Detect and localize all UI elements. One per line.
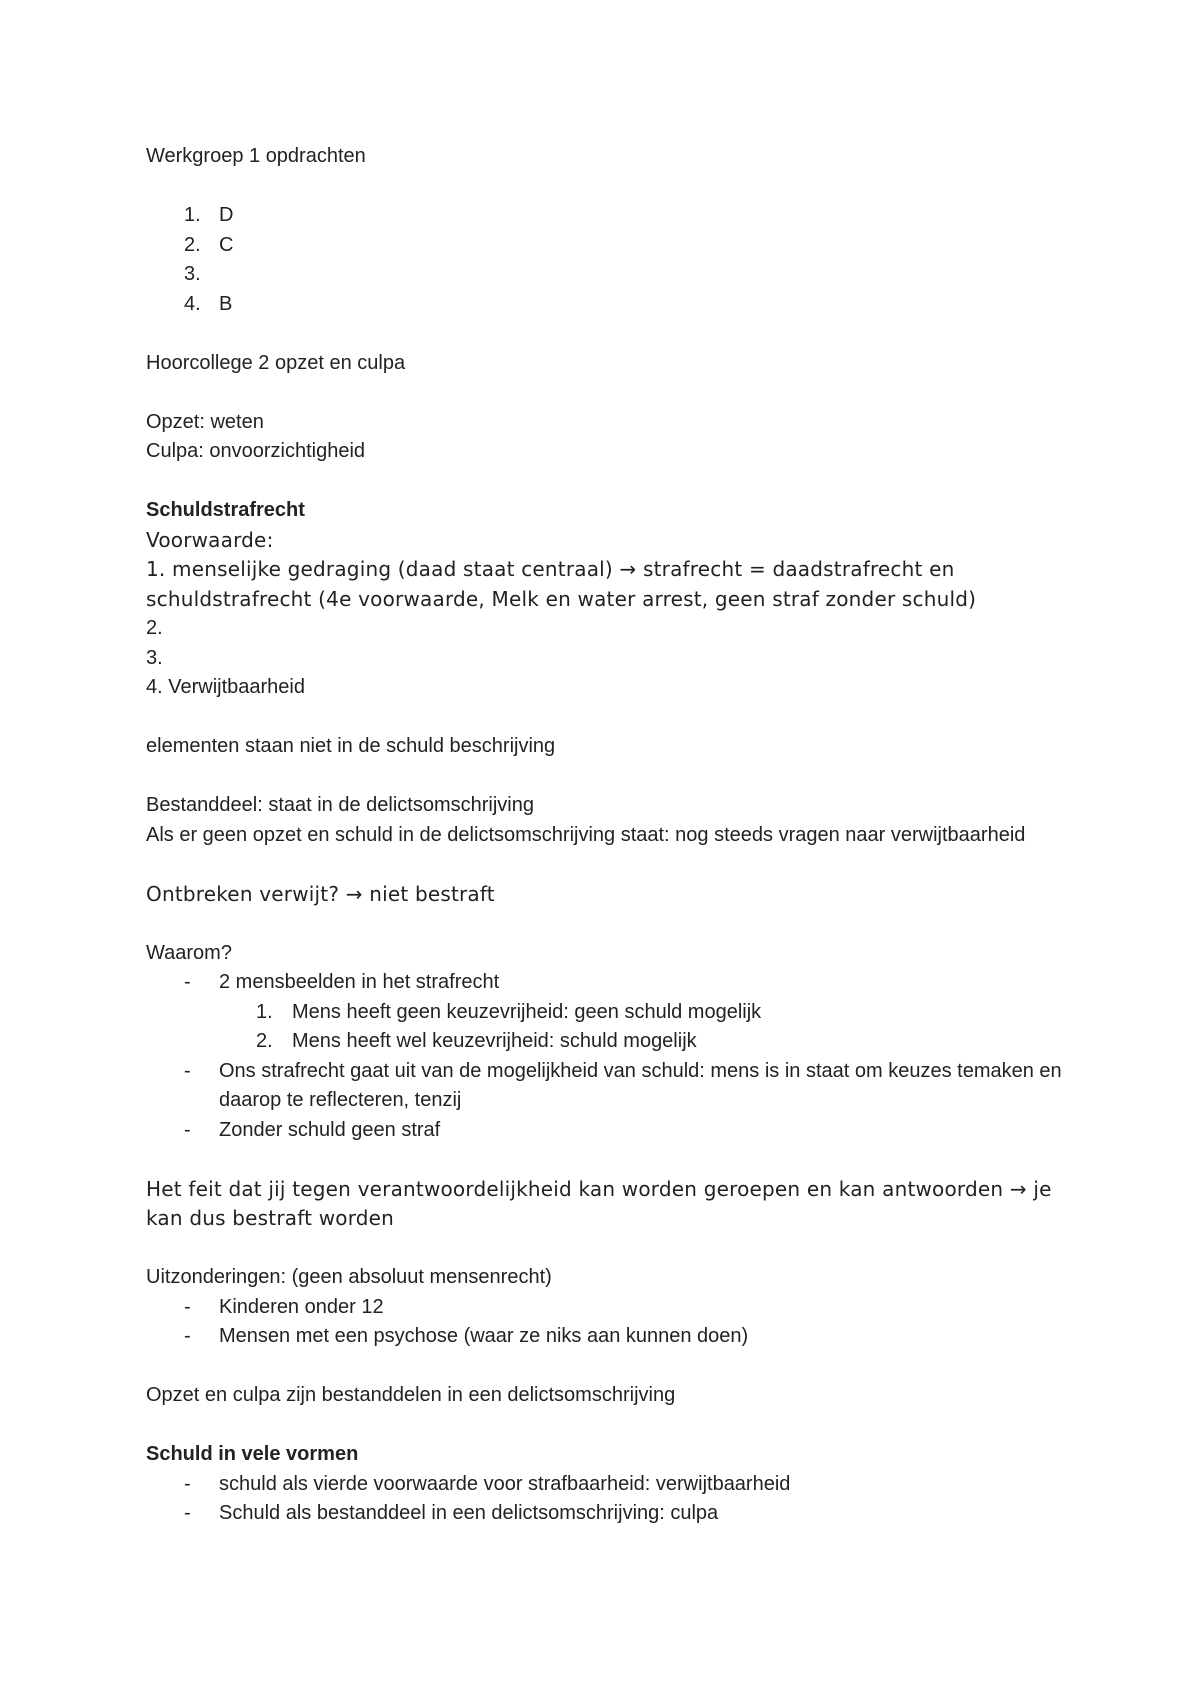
document-page bbox=[146, 142, 1066, 1529]
list-item: 2. Mens heeft wel keuzevrijheid: schuld mogelijk bbox=[256, 1030, 697, 1052]
schuldstrafrecht-heading: Schuldstrafrecht bbox=[146, 499, 305, 521]
voorwaarde-4: 4. Verwijtbaarheid bbox=[146, 676, 305, 698]
document-title: Werkgroep 1 opdrachten bbox=[146, 145, 366, 167]
list-item: 3. bbox=[184, 263, 201, 285]
list-item: 2. C bbox=[184, 233, 234, 256]
definition-culpa: Culpa: onvoorzichtigheid bbox=[146, 440, 366, 462]
voorwaarde-3: 3. bbox=[146, 646, 163, 669]
uitzonderingen-list bbox=[146, 1293, 1066, 1352]
answers-list bbox=[146, 201, 1066, 319]
list-item: - Zonder schuld geen straf bbox=[184, 1118, 441, 1141]
waarom-heading: Waarom? bbox=[146, 941, 232, 964]
voorwaarde-1: 1. menselijke gedraging (daad staat centraal) → strafrecht = daadstrafrecht en schuldstrafrecht (4e voorwaarde, Melk en water arrest, geen straf zonder schuld) bbox=[146, 557, 977, 611]
list-item: - 2 mensbeelden in het strafrecht bbox=[184, 971, 500, 993]
definition-opzet: Opzet: weten bbox=[146, 410, 264, 433]
als-er-geen-text: Als er geen opzet en schuld in de delictsomschrijving staat: nog steeds vragen naar verwijtbaarheid bbox=[146, 823, 1026, 846]
list-item: - schuld als vierde voorwaarde voor strafbaarheid: verwijtbaarheid bbox=[184, 1472, 791, 1495]
list-item: 1. Mens heeft geen keuzevrijheid: geen schuld mogelijk bbox=[256, 1000, 762, 1023]
list-item: - Schuld als bestanddeel in een delictsomschrijving: culpa bbox=[184, 1502, 719, 1524]
elementen-text: elementen staan niet in de schuld beschrijving bbox=[146, 735, 556, 757]
bestanddeel-text: Bestanddeel: staat in de delictsomschrijving bbox=[146, 794, 534, 816]
list-item: - Ons strafrecht gaat uit van de mogelijkheid van schuld: mens is in staat om keuzes temaken en daarop te reflecteren, tenzij bbox=[184, 1059, 1062, 1111]
voorwaarde-label: Voorwaarde: bbox=[146, 527, 274, 552]
uitzonderingen-heading: Uitzonderingen: (geen absoluut mensenrecht) bbox=[146, 1266, 552, 1288]
opzet-culpa-text: Opzet en culpa zijn bestanddelen in een delictsomschrijving bbox=[146, 1384, 676, 1406]
list-item: - Mensen met een psychose (waar ze niks aan kunnen doen) bbox=[184, 1325, 749, 1347]
lecture-heading: Hoorcollege 2 opzet en culpa bbox=[146, 351, 406, 374]
list-item: 4. B bbox=[184, 292, 233, 315]
voorwaarde-2: 2. bbox=[146, 617, 163, 639]
list-item: 1. D bbox=[184, 204, 234, 226]
ontbreken-text: Ontbreken verwijt? → niet bestraft bbox=[146, 881, 495, 906]
list-item: - Kinderen onder 12 bbox=[184, 1295, 384, 1318]
feit-text: Het feit dat jij tegen verantwoordelijkheid kan worden geroepen en kan antwoorden → je kan dus bestraft worden bbox=[146, 1176, 1052, 1230]
waarom-list bbox=[146, 968, 1066, 1145]
schuld-vormen-list bbox=[146, 1470, 1066, 1529]
schuld-vormen-heading: Schuld in vele vormen bbox=[146, 1443, 359, 1465]
